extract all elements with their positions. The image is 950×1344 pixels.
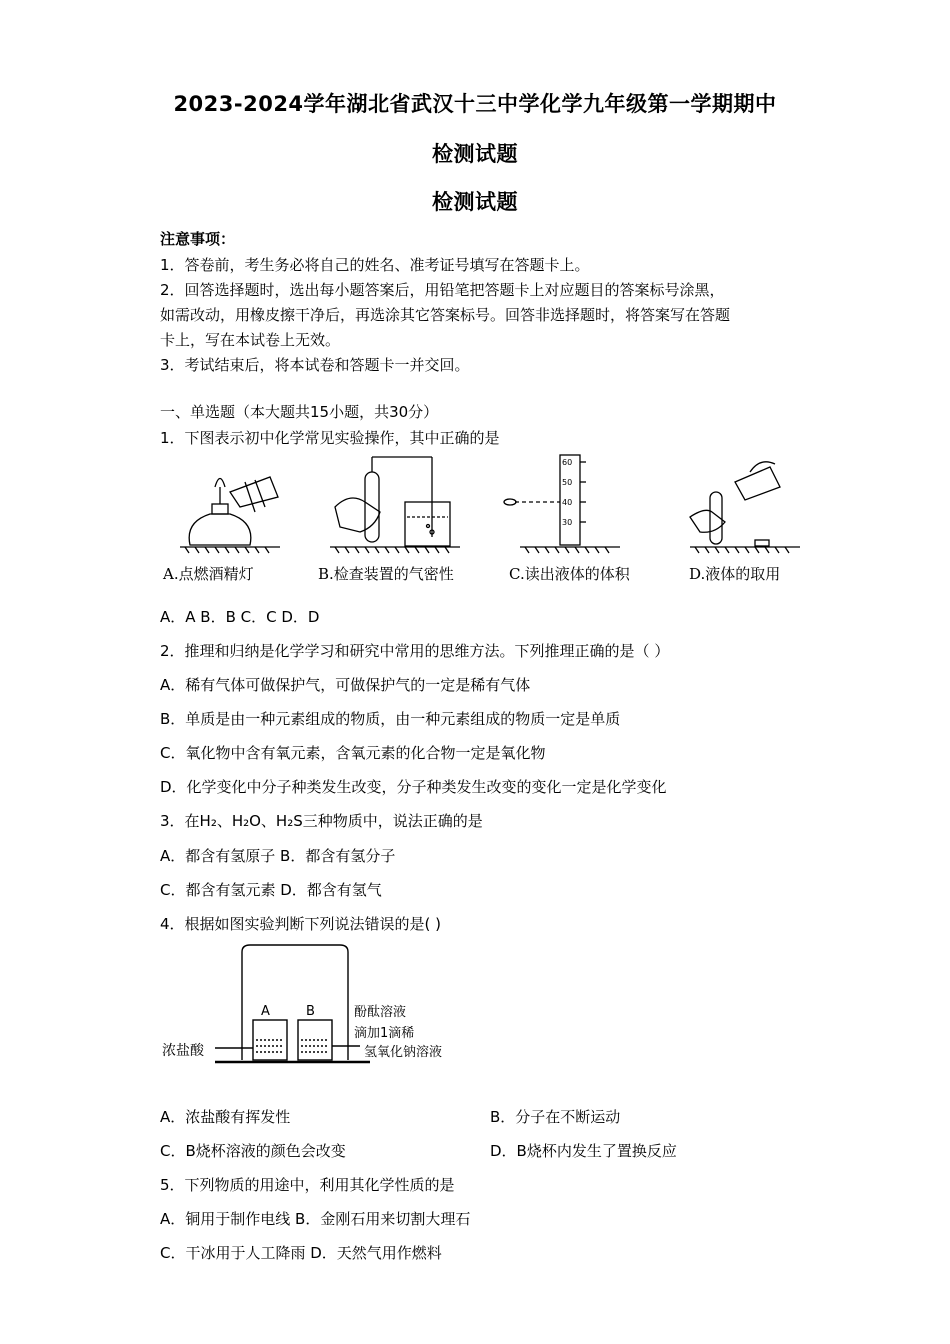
exam-subtitle-repeat: 检测试题 <box>432 190 518 214</box>
q1-stem: 1．下图表示初中化学常见实验操作，其中正确的是 <box>160 429 500 447</box>
caption-d: D.液体的取用 <box>689 565 781 583</box>
q4-option-a: A．浓盐酸有挥发性 <box>160 1108 291 1126</box>
notice-item-1: 1．答卷前，考生务必将自己的姓名、准考证号填写在答题卡上。 <box>160 256 590 274</box>
q2-option-c: C．氧化物中含有氧元素，含氧元素的化合物一定是氧化物 <box>160 744 546 762</box>
q4-stem: 4．根据如图实验判断下列说法错误的是( ) <box>160 915 442 933</box>
notice-item-3: 3．考试结束后，将本试卷和答题卡一并交回。 <box>160 356 470 374</box>
q5-options-row2: C．干冰用于人工降雨 D．天然气用作燃料 <box>160 1244 442 1262</box>
caption-b: B.检查装置的气密性 <box>318 565 454 583</box>
tick-60: 60 <box>562 458 573 467</box>
label-naoh: 氢氧化钠溶液 <box>364 1045 443 1060</box>
q3-stem: 3．在H₂、H₂O、H₂S三种物质中，说法正确的是 <box>160 812 483 830</box>
q1-lab-figures <box>160 452 810 562</box>
notice-item-2a: 2．回答选择题时，选出每小题答案后，用铅笔把答题卡上对应题目的答案标号涂黑， <box>160 281 725 299</box>
exam-title: 2023-2024学年湖北省武汉十三中学化学九年级第一学期期中 <box>173 92 777 116</box>
q4-option-b: B．分子在不断运动 <box>490 1108 621 1126</box>
airtightness-figure <box>330 457 460 553</box>
label-phenolphthalein: 酚酞溶液 <box>354 1005 407 1020</box>
section-heading: 一、单选题（本大题共15小题，共30分） <box>160 403 439 421</box>
tick-30: 30 <box>562 518 573 527</box>
q1-options: A．A B．B C．C D．D <box>160 608 320 626</box>
label-b: B <box>306 1004 315 1019</box>
label-a: A <box>261 1004 270 1019</box>
label-add-drop: 滴加1滴稀 <box>354 1026 415 1041</box>
exam-subtitle: 检测试题 <box>432 142 518 166</box>
notice-item-2b: 如需改动，用橡皮擦干净后，再选涂其它答案标号。回答非选择题时，将答案写在答题 <box>160 306 731 324</box>
q2-stem: 2．推理和归纳是化学学习和研究中常用的思维方法。下列推理正确的是（ ） <box>160 642 670 660</box>
label-conc-hcl: 浓盐酸 <box>162 1043 204 1059</box>
alcohol-lamp-figure <box>180 477 280 553</box>
q2-option-b: B．单质是由一种元素组成的物质，由一种元素组成的物质一定是单质 <box>160 710 621 728</box>
q4-option-c: C．B烧杯溶液的颜色会改变 <box>160 1142 346 1160</box>
caption-c: C.读出液体的体积 <box>509 565 630 583</box>
q5-stem: 5．下列物质的用途中，利用其化学性质的是 <box>160 1176 455 1194</box>
q5-options-row1: A．铜用于制作电线 B．金刚石用来切割大理石 <box>160 1210 471 1228</box>
q2-option-a: A．稀有气体可做保护气，可做保护气的一定是稀有气体 <box>160 676 531 694</box>
q2-option-d: D．化学变化中分子种类发生改变，分子种类发生改变的变化一定是化学变化 <box>160 778 667 796</box>
q3-options-row1: A．都含有氢原子 B．都含有氢分子 <box>160 847 396 865</box>
q3-options-row2: C．都含有氢元素 D．都含有氢气 <box>160 881 382 899</box>
tick-40: 40 <box>562 498 573 507</box>
q4-bell-jar-figure <box>160 940 480 1070</box>
tick-50: 50 <box>562 478 573 487</box>
q4-option-d: D．B烧杯内发生了置换反应 <box>490 1142 677 1160</box>
caption-a: A.点燃酒精灯 <box>163 565 254 583</box>
notice-item-2c: 卡上，写在本试卷上无效。 <box>160 331 341 349</box>
notice-heading: 注意事项： <box>160 230 236 248</box>
liquid-pouring-figure <box>690 462 800 553</box>
